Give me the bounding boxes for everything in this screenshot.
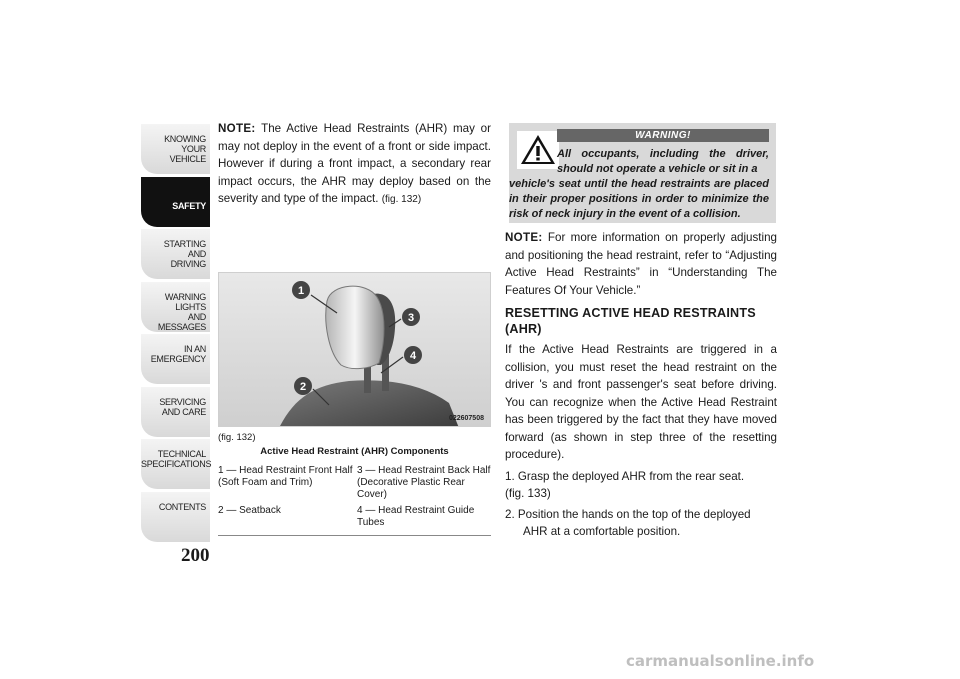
figure-caption: (fig. 132) [218,432,256,443]
tab-knowing-your-vehicle[interactable] [141,124,210,174]
note-label: NOTE: [218,122,256,135]
section-heading: RESETTING ACTIVE HEAD RESTRAINTS (AHR) [505,306,756,336]
tab-servicing-and-care[interactable] [141,387,210,437]
callout-3 [402,308,420,326]
tab-warning-lights[interactable] [141,282,210,332]
figure-code: 022607508 [448,415,484,422]
callout-1 [292,281,310,299]
tab-in-an-emergency[interactable] [141,334,210,384]
tab-safety[interactable] [141,177,210,227]
note-text: For more information on properly adjusting and positioning the head restraint, refer to “Adjusting Active Head Restraints” in “Understanding The Features Of Your Vehicle.” [505,231,777,297]
warning-text [509,147,769,222]
svg-text:3: 3 [407,312,415,324]
page-number: 200 [181,545,210,566]
tab-label: STARTING AND DRIVING [163,239,206,269]
step-number: 1. [505,469,515,483]
tab-label: SERVICING AND CARE [159,396,206,417]
note-text: The Active Head Restraints (AHR) may or may not deploy in the event of a front or side impact. However if during a front impact, a secondary rear impact occurs, the AHR may deploy based on the severity and type of the impact. [218,122,491,205]
legend-item: 3 — Head Restraint Back Half (Decorative Plastic Rear Cover) [357,465,491,500]
tab-starting-and-driving[interactable] [141,229,210,279]
tab-label: IN AN EMERGENCY [150,344,206,364]
callout-4 [404,346,422,364]
head-restraint-illustration [219,273,491,427]
tab-label: CONTENTS [158,501,206,512]
warning-box [509,123,776,223]
tab-label: SAFETY [172,200,206,211]
svg-text:2: 2 [299,381,307,393]
watermark: carmanualsonline.info [626,652,815,670]
step-figure-reference: (fig. 133) [505,486,551,500]
figure-title: Active Head Restraint (AHR) Components [260,446,449,457]
legend-item: 4 — Head Restraint Guide Tubes [357,505,475,528]
legend-item: 2 — Seatback [218,505,281,516]
note-label: NOTE: [505,231,543,244]
note-paragraph [218,120,491,209]
step-2 [505,506,777,540]
warning-text-line: All occupants, including the driver, should not operate a vehicle or sit in a [557,148,769,175]
tab-label: TECHNICAL SPECIFICATIONS [141,449,212,469]
callout-2 [294,377,312,395]
figure-legend [218,465,491,536]
svg-text:4: 4 [409,350,417,362]
chapter-tabs [141,124,210,544]
step-number: 2. [505,507,515,521]
legend-row [218,465,491,501]
right-column [505,229,777,540]
warning-text-rest: vehicle's seat until the head restraints are placed in their proper positions in order to minimize the risk of neck injury in the event of a collision. [509,178,769,220]
warning-title: WARNING! [557,129,769,142]
step-1 [505,468,777,502]
head-restraint-figure [218,272,491,427]
left-column [218,120,491,209]
svg-text:1: 1 [297,285,305,297]
step-text: Grasp the deployed AHR from the rear seat. [517,469,745,483]
tab-technical-specifications[interactable] [141,439,210,489]
legend-item: 1 — Head Restraint Front Half (Soft Foam and Trim) [218,465,353,488]
step-text: Position the hands on the top of the deployed AHR at a comfortable position. [517,507,751,538]
legend-row [218,505,491,529]
body-paragraph: If the Active Head Restraints are triggered in a collision, you must reset the head restraint on the driver 's and front passenger's seat before driving. You can recognize when the Active Head Restraint has been triggered by the fact that they have moved forward (as shown in step three of the resetting procedure). [505,343,777,461]
tab-label: WARNING LIGHTS AND MESSAGES [157,291,206,332]
tab-label: KNOWING YOUR VEHICLE [164,134,206,164]
note-paragraph [505,229,777,299]
tab-contents[interactable] [141,492,210,542]
figure-reference: (fig. 132) [381,194,422,205]
